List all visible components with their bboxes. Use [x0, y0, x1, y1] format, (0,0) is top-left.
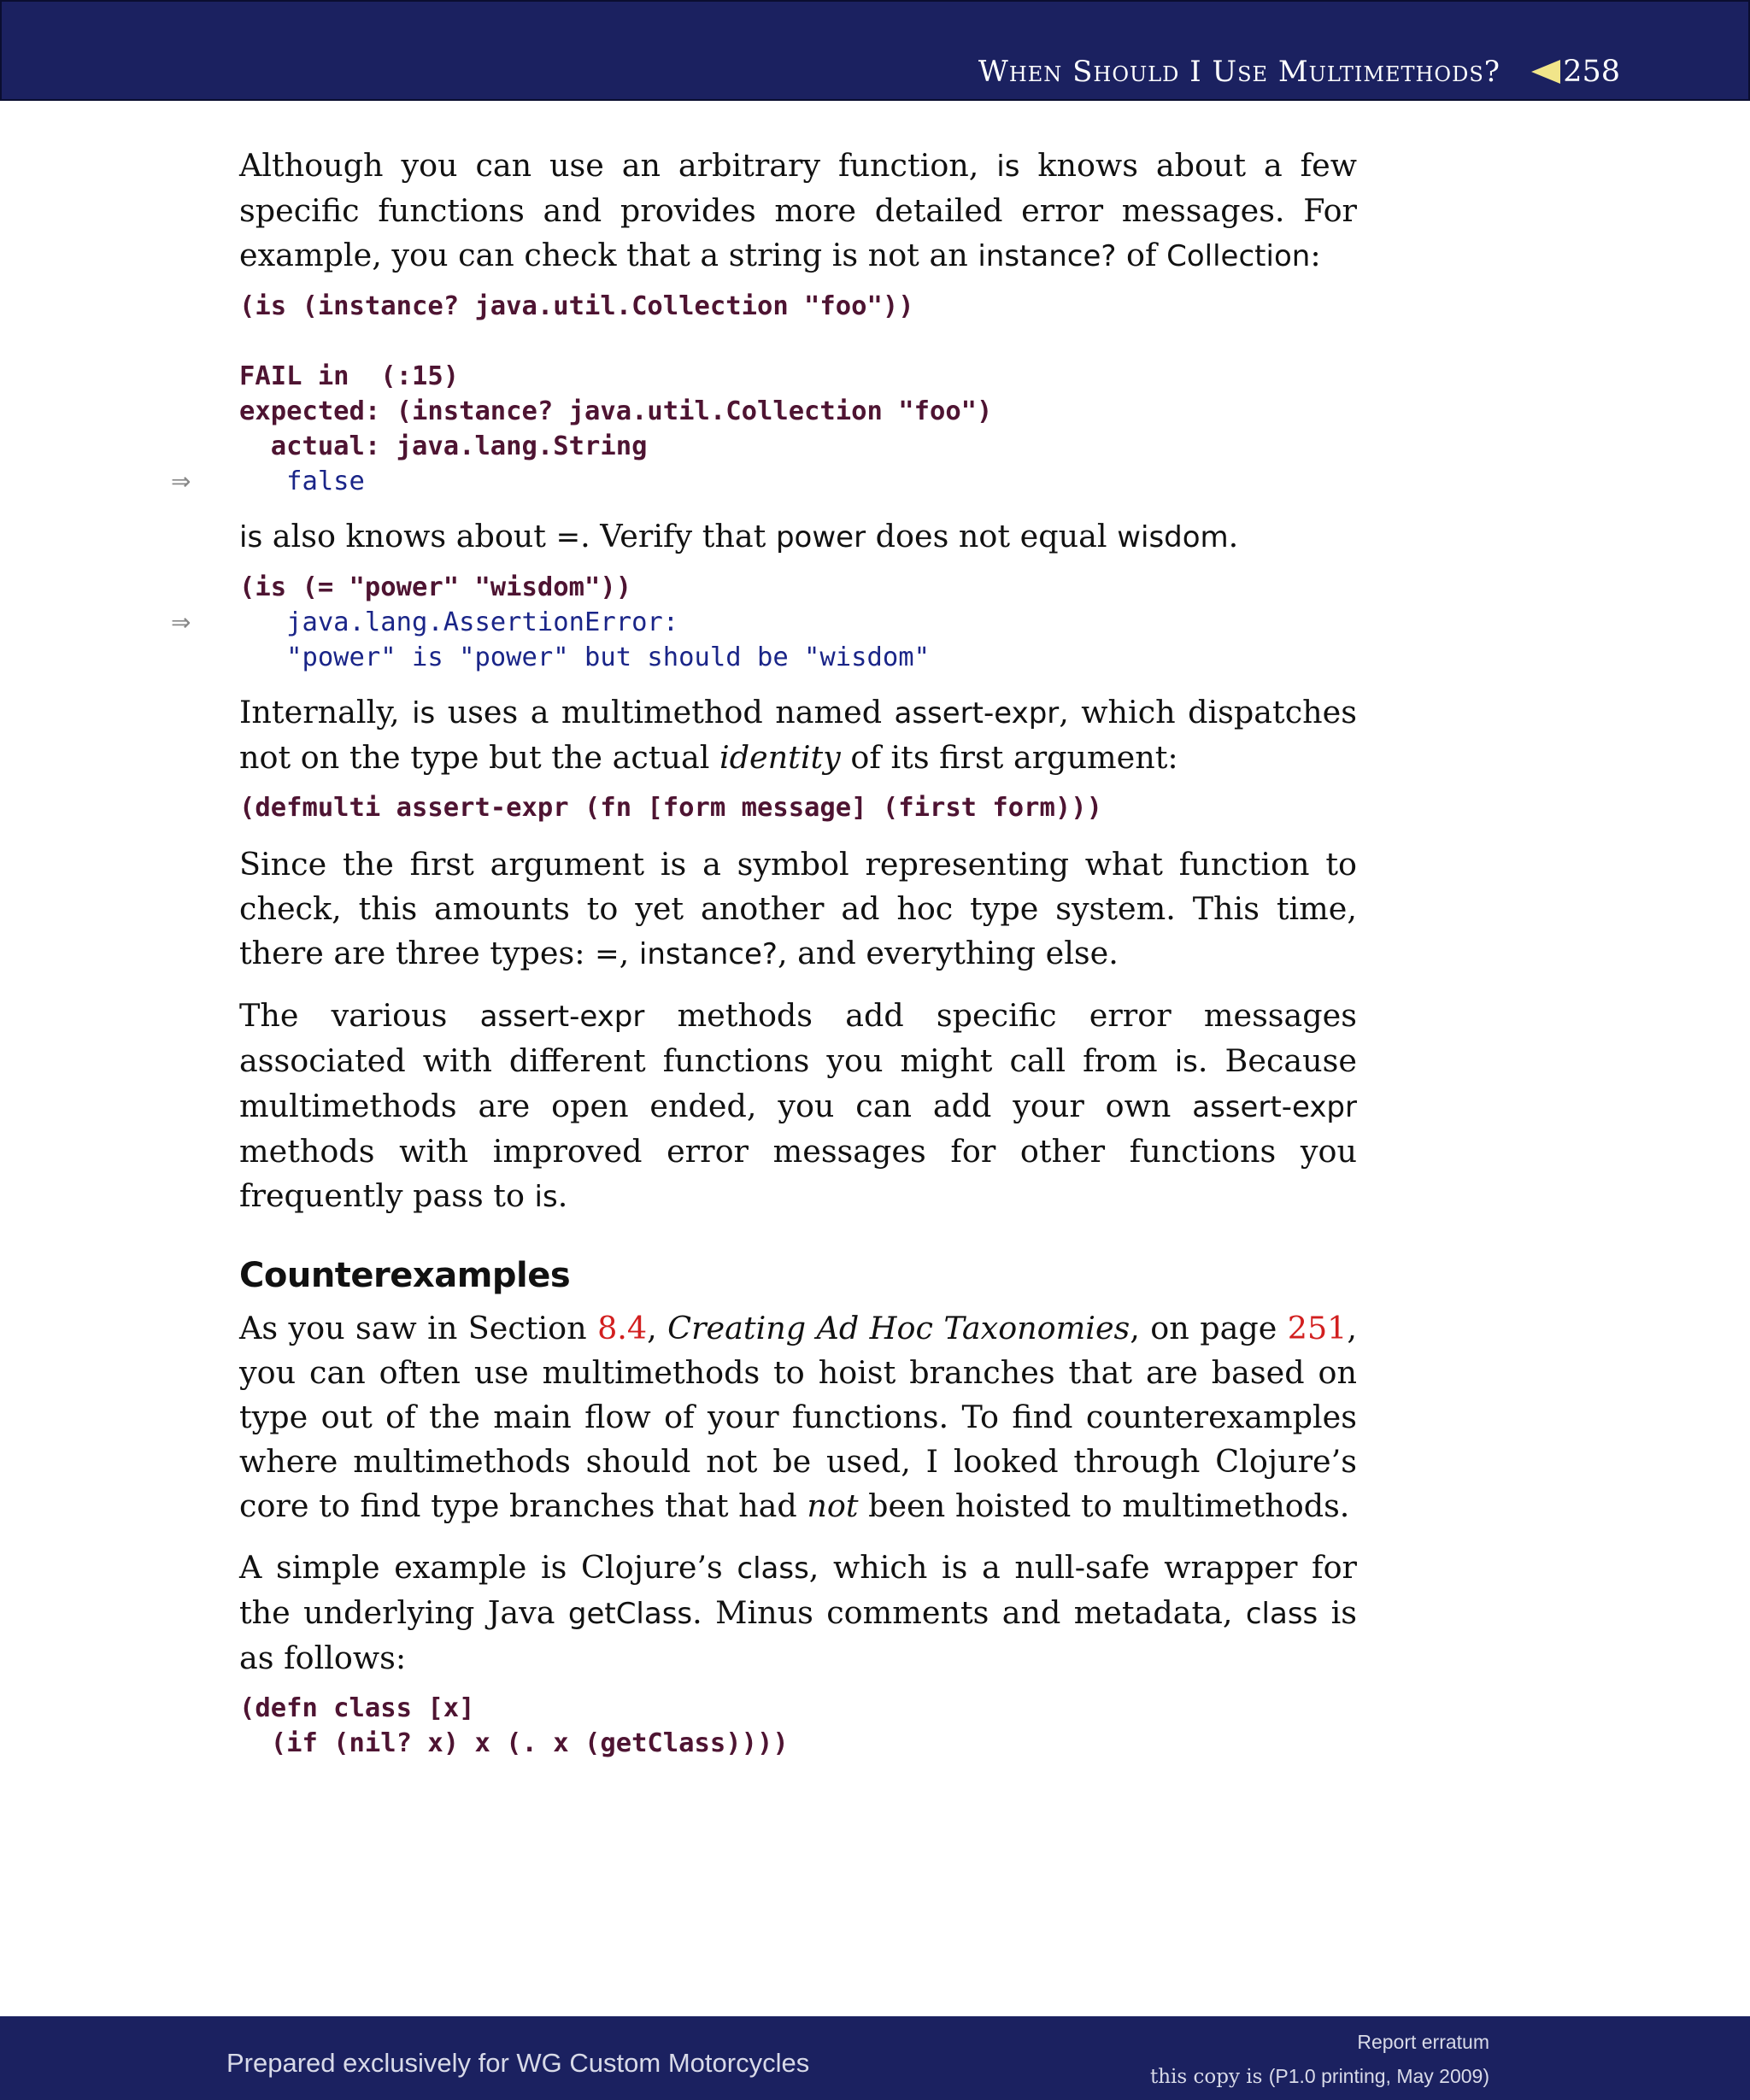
inline-code: assert-expr — [1192, 1090, 1357, 1124]
inline-code: = — [555, 520, 581, 554]
text: also knows about — [262, 518, 556, 554]
text: of — [1116, 237, 1167, 273]
text: . — [1228, 518, 1239, 554]
page-link[interactable]: 251 — [1287, 1310, 1348, 1346]
inline-code: assert-expr — [479, 1000, 645, 1034]
text: of its first argument: — [840, 739, 1178, 776]
text: (P1.0 printing, May 2009) — [1268, 2065, 1489, 2087]
text: been hoisted to multimethods. — [858, 1487, 1350, 1524]
code-line: (is (instance? java.util.Collection "foo")) — [239, 291, 914, 321]
page-footer — [0, 2016, 1750, 2100]
text: The various — [239, 997, 480, 1034]
inline-code: class — [737, 1552, 809, 1586]
text: Since the first argument is a symbol representing what function to check, this amounts to yet another ad hoc type system. This time, there are three types: — [239, 846, 1357, 971]
code-line: (defmulti assert-expr (fn [form message] (first form))) — [239, 793, 1102, 823]
inline-code: instance? — [978, 239, 1117, 273]
page-header — [0, 0, 1750, 101]
output-text: false — [239, 466, 365, 496]
prepared-for-text: Prepared exclusively for WG Custom Motorcycles — [226, 2048, 810, 2078]
inline-code: = — [595, 937, 620, 971]
footer-right — [1150, 2025, 1489, 2094]
page-number: 258 — [1563, 55, 1620, 89]
text: methods with improved error messages for other functions you frequently pass to — [239, 1133, 1357, 1214]
text: , — [647, 1310, 668, 1346]
text: , on page — [1130, 1310, 1288, 1346]
code-line: actual: java.lang.String — [239, 431, 648, 461]
code-output-line — [171, 605, 1357, 640]
paragraph-is-functions — [239, 144, 1357, 279]
emphasis: not — [807, 1487, 859, 1524]
section-link[interactable]: 8.4 — [597, 1310, 648, 1346]
paragraph-is-equals — [239, 514, 1357, 560]
page-content — [171, 144, 1357, 1761]
text: , — [619, 935, 639, 971]
paragraph-counterexamples — [239, 1306, 1357, 1528]
inline-code: getClass — [567, 1597, 693, 1631]
code-line: FAIL in (:15) — [239, 361, 460, 391]
inline-code: Collection — [1166, 239, 1311, 273]
inline-code: is — [996, 150, 1020, 184]
code-line: (if (nil? x) x (. x (getClass)))) — [239, 1728, 789, 1758]
printing-info — [1150, 2059, 1489, 2094]
code-line: (is (= "power" "wisdom")) — [239, 572, 632, 602]
text: : — [1310, 237, 1321, 273]
text: A simple example is Clojure’s — [239, 1549, 737, 1586]
running-title: When Should I Use Multimethods? — [978, 55, 1500, 89]
previous-page-arrow-icon[interactable] — [1531, 60, 1560, 84]
inline-code: instance? — [638, 937, 778, 971]
text: is as follows: — [239, 1594, 1357, 1676]
text: , you can often use multimethods to hoist branches that are based on type out of the main flow of your functions. To find counterexamples where multimethods should not be used, I looked through Clojure’s core to find type branches that had — [239, 1310, 1357, 1524]
inline-code: wisdom — [1117, 520, 1229, 554]
output-arrow-icon: ⇒ — [171, 467, 191, 496]
inline-code: is — [412, 696, 436, 730]
emphasis: identity — [719, 739, 841, 776]
code-output-line: "power" is "power" but should be "wisdom" — [239, 642, 930, 672]
inline-code: is — [534, 1180, 558, 1214]
text: , and everything else. — [777, 935, 1119, 971]
text: knows about a few specific functions and provides more detailed error messages. For example, you can check that a string is not an — [239, 147, 1357, 273]
text: uses a multimethod named — [435, 694, 895, 730]
code-output-line — [171, 464, 1357, 499]
emphasis: Creating Ad Hoc Taxonomies — [667, 1310, 1130, 1346]
paragraph-assert-expr — [239, 690, 1357, 780]
text: this copy is — [1149, 2066, 1269, 2088]
text: As you saw in Section — [239, 1310, 598, 1346]
paragraph-class-example — [239, 1546, 1357, 1681]
inline-code: is — [1174, 1045, 1198, 1079]
text: does not equal — [866, 518, 1118, 554]
inline-code: assert-expr — [894, 696, 1060, 730]
code-line: (defn class [x] — [239, 1693, 475, 1723]
text: . Minus comments and metadata, — [692, 1594, 1246, 1631]
text: , which dispatches not on the type but the actual — [239, 694, 1357, 776]
inline-code: class — [1245, 1597, 1318, 1631]
paragraph-three-types — [239, 842, 1357, 977]
text: . Because multimethods are open ended, you can add your own — [239, 1042, 1357, 1124]
text: . — [557, 1177, 568, 1214]
text: Although you can use an arbitrary function, — [239, 147, 997, 184]
report-erratum-link[interactable]: Report erratum — [1357, 2031, 1489, 2053]
section-heading: Counterexamples — [239, 1256, 571, 1295]
inline-code: is — [239, 520, 263, 554]
code-line: expected: (instance? java.util.Collection "foo") — [239, 396, 993, 426]
text: , which is a null-safe wrapper for the underlying Java — [239, 1549, 1357, 1631]
text: methods add specific error messages associated with different functions you might call from — [239, 997, 1357, 1079]
output-arrow-icon: ⇒ — [171, 608, 191, 636]
text: Internally, — [239, 694, 413, 730]
inline-code: power — [775, 520, 866, 554]
output-text: java.lang.AssertionError: — [239, 607, 679, 637]
text: . Verify that — [580, 518, 776, 554]
paragraph-assert-expr-methods — [239, 994, 1357, 1219]
